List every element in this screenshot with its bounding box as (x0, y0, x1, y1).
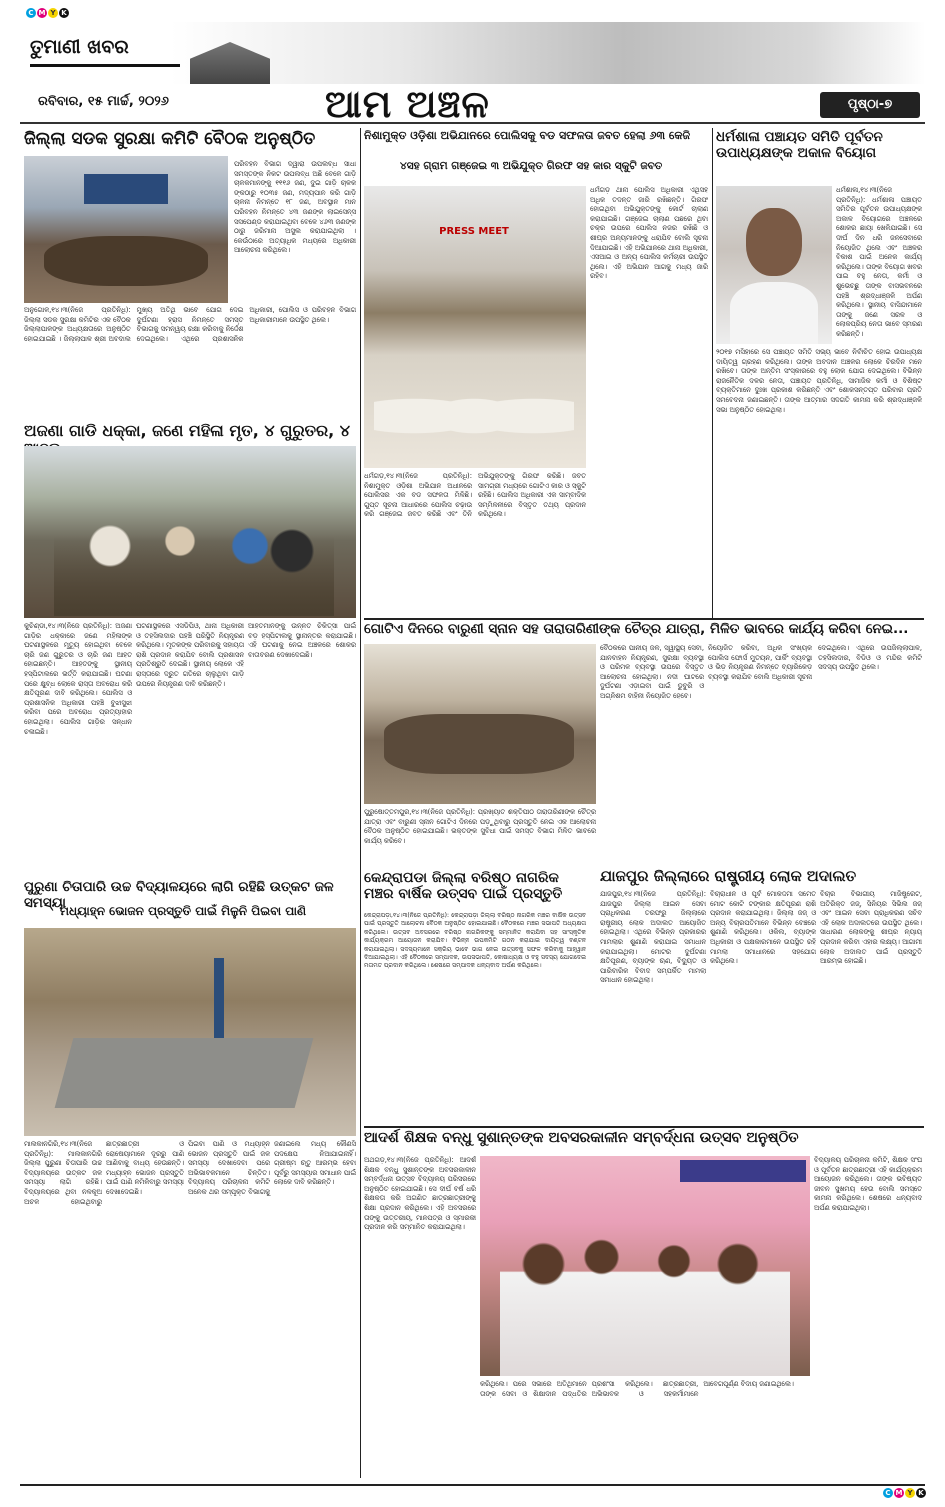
headline-kendrapada: କେନ୍ଦ୍ରାପଡା ଜିଲ୍ଲା ବରିଷ୍ଠ ନାଗରିକ ମଞ୍ଚର ବାର୍ଷିକ ଉତ୍ସବ ପାଇଁ ପ୍ରସ୍ତୁତି (364, 870, 563, 903)
text-accident-col2: ଘଟଣାସ୍ଥଳରେ ଏସଡିପିଓ, ଥାନା ଅଧିକାରୀ ଓ ତହସିଲଦାର ପହଞ୍ଚି ପରିସ୍ଥିତି ନିୟନ୍ତ୍ରଣ କରିଥିଲେ। ମୃତକଙ୍କ ପରିବାରକୁ ସହାୟତା ରାଶି ପ୍ରଦାନ କରାଯିବ ବୋଲି ପ୍ରଶାସନ ପ୍ରତିଶ୍ରୁତି ଦେଇଛି। ସ୍ଥାନୀୟ ଲୋକେ ଏହି ରାସ୍ତାରେ ଦ୍ରୁତ ଗତିରେ ଚାଲୁଥିବା ଗାଡ଼ି ଉପରେ ନିୟନ୍ତ୍ରଣ ଦାବି କରିଛନ୍ତି। (136, 622, 244, 688)
text-road-safety-bottom: ଅନୁଗୋଳ,୧୪।୩(ନିଜେ ପ୍ରତିନିଧି): ଜିଲ୍ଲା ସଡକ ସୁରକ୍ଷା କମିଟିର ଏକ ବୈଠକ ଜିଲ୍ଲାପାଳଙ୍କ ଅଧ୍ୟକ୍ଷତାରେ ଅନୁଷ୍ଠିତ ହୋଇଯାଇଛି । ଜିଲ୍ଲାପାଳ ଶ୍ରୀ ଅବଦାଲ ମୁଖ୍ୟ ଅତିଥି ଭାବେ ଯୋଗ ଦେଇ ଦୁର୍ଘଟଣା ହ୍ରାସ ନିମନ୍ତେ ସମସ୍ତ ବିଭାଗକୁ ସମନ୍ୱୟ ରକ୍ଷା କରିବାକୁ ନିର୍ଦ୍ଦେଶ ଦେଇଥିଲେ। ଏଥିରେ ପ୍ରଶାସନିକ ଅଧିକାରୀ, ପୋଲିସ ଓ ପରିବହନ ବିଭାଗ ଅଧିକାରୀମାନେ ଉପସ୍ଥିତ ଥିଲେ। (24, 306, 356, 343)
crowd-shape (54, 516, 334, 616)
meeting-screen (84, 174, 168, 204)
text-water-col2: ପିଇବା ପାଣି ଓ ମଧ୍ୟାହ୍ନ ଭୋଜନ ପ୍ରସ୍ତୁତି ପାଇଁ ଜଳ ସମସ୍ୟା ଦେଖାଦେବା ପରେ ଅଭିଭାବକମାନେ ଚିନ୍ତିତ। ବିଦ୍ୟାଳୟ ପରିଚାଳନା କମିଟି ଅନେକ ଥର ସମ୍ପୃକ୍ତ ବିଭାଗକୁ ଜଣାଇଲେ ମଧ୍ୟ କୌଣସି ପଦକ୍ଷେପ ନିଆଯାଇନାହିଁ। ଗ୍ରୀଷ୍ମ ଋତୁ ଆରମ୍ଭ ହେବା ପୂର୍ବରୁ ସମସ୍ୟାର ସମାଧାନ ପାଇଁ ଲୋକେ ଦାବି କରିଛନ୍ତି। (188, 1140, 356, 1196)
stage-banner (680, 1160, 806, 1182)
photo-teacher-felicitation (480, 1156, 810, 1376)
text-lok-adalat-col3: ବିଚାର ବିଭାଗୀୟ ମାଜିଷ୍ଟ୍ରେଟ, ଅତିରିକ୍ତ ଜଜ୍, ସିନିୟର ସିଭିଲ ଜଜ୍ ଏବଂ ଆଇନ ସେବା ପ୍ରାଧିକରଣ ସଚିବ ଏହି ଲୋକ ଅଦାଲତରେ ଉପସ୍ଥିତ ଥିଲେ। ସାଧାରଣ ଲୋକଙ୍କୁ ଶୀଘ୍ର ନ୍ୟାୟ ପ୍ରଦାନ କରିବା ଏହାର ଲକ୍ଷ୍ୟ। ଆଗାମୀ ଲୋକ ଅଦାଲତ ପାଇଁ ପ୍ରସ୍ତୁତି ଆରମ୍ଭ ହୋଇଛି। (820, 890, 922, 966)
photo-press-meet (364, 186, 586, 468)
logo-underline (30, 64, 180, 67)
page-bottom-rule (20, 1484, 925, 1486)
caption-taratarini: ପୁରୁଷୋତ୍ତମପୁର,୧୪।୩(ନିଜେ ପ୍ରତିନିଧି): ପ୍ରଖ୍ୟାତ ଶକ୍ତିପୀଠ ତାରାତାରିଣୀଙ୍କ ଚୈତ୍ର ଯାତ୍ରା ଏବଂ ବାରୁଣୀ ସ୍ନାନ ଗୋଟିଏ ଦିନରେ ପଡ଼ୁଥିବାରୁ ପ୍ରସ୍ତୁତି ନେଇ ଏକ ଆଲୋଚନା ବୈଠକ ଅନୁଷ୍ଠିତ ହୋଇଯାଇଛି। ଭକ୍ତଙ୍କ ସୁବିଧା ପାଇଁ ସମସ୍ତ ବିଭାଗ ମିଳିତ ଭାବରେ କାର୍ଯ୍ୟ କରିବେ। (364, 808, 596, 845)
headline-lok-adalat: ଯାଜପୁର ଜିଲ୍ଲାରେ ରାଷ୍ଟ୍ରୀୟ ଲୋକ ଅଦାଲତ (600, 867, 857, 885)
handpump-post (214, 958, 224, 1038)
cmyk-marks-top (26, 8, 69, 18)
page-number: ପୃଷ୍ଠା-୭ (820, 92, 920, 118)
text-road-safety-right: ପରିବହନ ବିଭାଗ ଦ୍ୱାରା ଉପଲବ୍ଧ ସାଧା ସମସ୍ତଙ୍କ ନିକଟ ଉପଲବ୍ଧ ଅଛି ବେଳେ ଗାଡ଼ି ଚାଳକମାନଙ୍କୁ ୧୧୧୬ ଜଣ, ଦୁଇ ଗାଡ଼ି ଚାଳକ ଙ୍କଠାରୁ ୧୦୩୫ ଜଣ, ମଦ୍ୟପାନ କରି ଗାଡ଼ି ଚାଳନା ନିମନ୍ତେ ୧୮ ଜଣ, ଅବସ୍ଥାନ ମାନ ପରିବହନ ନିମନ୍ତେ ୪୩ ଜଣଙ୍କ ଲାଇସେନ୍ସ ସସପେଣ୍ଡ କରାଯାଇଥିବା ବେଳେ ୪୬୩ ଜଣଙ୍କ ଠାରୁ ଜରିମାନା ଅସୁଲ କରାଯାଇଥିଲା । କେଉଁଠାରେ ଅତ୍ୟାଧିକ ମଧ୍ୟରେ ଅଧିକାରୀ ଆଲୋଚନା କରିଥିଲେ। (234, 160, 356, 255)
portrait-face (746, 208, 802, 276)
column-divider (360, 128, 361, 1478)
headline-teacher: ଆଦର୍ଶ ଶିକ୍ଷକ ବନ୍ଧୁ ସୁଶାନ୍ତଙ୍କ ଅବସରକାଳୀନ ସମ୍ବର୍ଦ୍ଧନା ଉତ୍ସବ ଅନୁଷ୍ଠିତ (364, 1130, 799, 1146)
text-lok-adalat-col2: ବିଚାରାଧୀନ ଓ ପୂର୍ବ ମୋକଦ୍ଦମା ସମେତ ମୋଟ କୋଟି ଟଙ୍କାର କ୍ଷତିପୂରଣ ରାଶି ପ୍ରଦାନ କରାଯାଇଥିଲା। ଜିଲ୍ଲା ଜଜ୍ ଓ ଅନ୍ୟ ବିଚାରପତିମାନେ ବିଭିନ୍ନ ବେଞ୍ଚରେ ଶୁଣାଣି କରିଥିଲେ। ଓକିଲ, ବ୍ୟାଙ୍କ ଅଧିକାରୀ ଓ ପକ୍ଷକାରମାନେ ଉପସ୍ଥିତ ରହି ମାମଲା ସମାଧାନରେ ସହଯୋଗ କରିଥିଲେ। (710, 890, 816, 966)
text-panchayat-side: ଧର୍ମଶାଳା,୧୪।୩(ନିଜେ ପ୍ରତିନିଧି): ଧର୍ମଶାଳା ପଞ୍ଚାୟତ ସମିତିର ପୂର୍ବତନ ଉପାଧ୍ୟକ୍ଷଙ୍କ ଅକାଳ ବିୟୋଗରେ ଅଞ୍ଚଳରେ ଶୋକର ଛାୟା ଖେଳିଯାଇଛି। ସେ ଦୀର୍ଘ ଦିନ ଧରି ଜନସେବାରେ ନିୟୋଜିତ ଥିଲେ ଏବଂ ଅଞ୍ଚଳର ବିକାଶ ପାଇଁ ଅନେକ କାର୍ଯ୍ୟ କରିଥିଲେ। ତାଙ୍କ ବିୟୋଗ ଖବର ପାଇ ବହୁ ନେତା, କର୍ମୀ ଓ ଶୁଭେଚ୍ଛୁ ତାଙ୍କ ବାସଭବନରେ ପହଞ୍ଚି ଶ୍ରଦ୍ଧାଞ୍ଜଳି ଅର୍ପଣ କରିଥିଲେ। ସ୍ଥାନୀୟ ବାସିନ୍ଦାମାନେ ତାଙ୍କୁ ଜଣେ ସରଳ ଓ ଲୋକପ୍ରିୟ ନେତା ଭାବେ ସ୍ମରଣ କରିଛନ୍ତି। (836, 186, 922, 338)
people-on-stage (500, 1236, 790, 1376)
press-meet-sign: PRESS MEET (439, 226, 509, 237)
cmyk-c: C (26, 8, 36, 18)
column-divider-2 (712, 128, 713, 618)
meeting-hall-table (384, 714, 574, 774)
meeting-table (44, 236, 208, 286)
seized-sacks (374, 376, 574, 456)
headline-taratarini: ଗୋଟିଏ ଦିନରେ ବାରୁଣୀ ସ୍ନାନ ସହ ତାରାତାରିଣୀଙ୍କ ଚୈତ୍ର ଯାତ୍ରା, ମିଳିତ ଭାବରେ କାର୍ଯ୍ୟ କରିବା ନେଇ... (364, 621, 909, 637)
text-drug-left: ଧର୍ମଗଡ଼,୧୪।୩(ନିଜେ ପ୍ରତିନିଧି): ନିଶାମୁକ୍ତ ଓଡ଼ିଶା ଅଭିଯାନ ଅଧୀନରେ ପୋଲିସର ଏକ ବଡ ସଫଳତା ମିଳିଛି। ଗୁପ୍ତ ସୂଚନା ଆଧାରରେ ପୋଲିସ ଚଢ଼ାଉ କରି ଗଞ୍ଜେଇ ଜବତ କରିଛି ଏବଂ ତିନି ଅଭିଯୁକ୍ତଙ୍କୁ ଗିରଫ କରିଛି। ଜବତ ସାମଗ୍ରୀ ମଧ୍ୟରେ ଗୋଟିଏ କାର ଓ ସ୍କୁଟି ରହିଛି। ପୋଲିସ ଅଧିକାରୀ ଏକ ସାମ୍ବାଦିକ ସମ୍ମିଳନୀରେ ବିସ୍ତୃତ ତଥ୍ୟ ପ୍ରଦାନ କରିଥିଲେ। (364, 472, 586, 519)
cmyk-marks-bottom (883, 1488, 926, 1498)
photo-deceased-portrait (716, 186, 832, 344)
text-lok-adalat-col1: ଯାଜପୁର,୧୪।୩(ନିଜେ ପ୍ରତିନିଧି): ଯାଜପୁର ଜିଲ୍ଲା ଆଇନ ସେବା ପ୍ରାଧିକରଣ ତରଫରୁ ଜିଲ୍ଲାରେ ରାଷ୍ଟ୍ରୀୟ ଲୋକ ଅଦାଲତ ଆୟୋଜିତ ହୋଇଥିଲା। ଏଥିରେ ବିଭିନ୍ନ ପ୍ରକାରର ମାମଲାର ଶୁଣାଣି କରାଯାଇ ସମାଧାନ କରାଯାଇଥିଲା। ମୋଟର ଦୁର୍ଘଟଣା କ୍ଷତିପୂରଣ, ବ୍ୟାଙ୍କ ଋଣ, ବିଦ୍ୟୁତ ଓ ପାରିବାରିକ ବିବାଦ ସମ୍ପର୍କିତ ମାମଲା ସମାଧାନ ହୋଇଥିଲା। (600, 890, 706, 985)
cmyk-y: Y (48, 8, 58, 18)
cmyk-c: C (883, 1488, 893, 1498)
divider-teacher (364, 1126, 924, 1128)
newspaper-logo: ତୁମାଣୀ ଖବର (30, 36, 129, 58)
cmyk-y: Y (905, 1488, 915, 1498)
cmyk-k: K (59, 8, 69, 18)
headline-water-problem: ପୁରୁଣା ଚିତାପାରି ଉଚ୍ଚ ବିଦ୍ୟାଳୟରେ ଲାଗି ରହିଛି ଉତ୍କଟ ଜଳ ସମସ୍ୟା (24, 879, 334, 911)
text-water-col1: ମାଲକାନଗିରି,୧୪।୩(ନିଜେ ପ୍ରତିନିଧି): ମାଲକାନଗିରି ଜିଲ୍ଲା ପୁରୁଣା ଚିତାପାରି ଉଚ୍ଚ ବିଦ୍ୟାଳୟରେ ଉତ୍କଟ ଜଳ ସମସ୍ୟା ଲାଗି ରହିଛି। ବିଦ୍ୟାଳୟରେ ଥିବା ନଳକୂଅ ଅଚଳ ହୋଇଥିବାରୁ ଛାତ୍ରଛାତ୍ରୀ ଓ ରୋଷେୟାମାନେ ଦୂରରୁ ପାଣି ଆଣିବାକୁ ବାଧ୍ୟ ହେଉଛନ୍ତି। ମଧ୍ୟାହ୍ନ ଭୋଜନ ପ୍ରସ୍ତୁତି ପାଇଁ ପାଣି ନମିଳିବାରୁ ସମସ୍ୟା ଦେଖାଦେଇଛି। (24, 1140, 184, 1206)
photo-road-safety-meeting (24, 156, 228, 303)
cmyk-k: K (916, 1488, 926, 1498)
portrait-shirt (730, 282, 818, 344)
photo-handpump (24, 928, 356, 1136)
divider-taratarini (364, 618, 924, 620)
headline-drug-seizure: ନିଶାମୁକ୍ତ ଓଡ଼ିଶା ଅଭିଯାନରେ ପୋଲିସକୁ ବଡ ସଫଳତା ଜବତ ହେଲା ୬୩ କେଜି (364, 129, 691, 142)
headline-panchayat: ଧର୍ମଶାଳା ପଞ୍ଚାୟତ ସମିତି ପୂର୍ବତନ ଉପାଧ୍ୟକ୍ଷଙ୍କ ଅକାଳ ବିୟୋଗ (716, 129, 883, 161)
headline-road-safety: ଜିଲ୍ଲା ସଡକ ସୁରକ୍ଷା କମିଟି ବୈଠକ ଅନୁଷ୍ଠିତ (24, 129, 316, 149)
text-panchayat-main: ୨୦୧୭ ମସିହାରେ ସେ ପଞ୍ଚାୟତ ସମିତି ସଭ୍ୟ ଭାବେ ନିର୍ବାଚିତ ହୋଇ ଉପାଧ୍ୟକ୍ଷ ଦାୟିତ୍ୱ ଗ୍ରହଣ କରିଥିଲେ। ତାଙ୍କ ଅବଦାନ ଅଞ୍ଚଳର ଲୋକେ ଚିରଦିନ ମନେ ରଖିବେ। ତାଙ୍କ ଅନ୍ତିମ ସଂସ୍କାରରେ ବହୁ ଲୋକ ଯୋଗ ଦେଇଥିଲେ। ବିଭିନ୍ନ ରାଜନୈତିକ ଦଳର ନେତା, ପଞ୍ଚାୟତ ପ୍ରତିନିଧି, ସାମାଜିକ କର୍ମୀ ଓ ବିଶିଷ୍ଟ ବ୍ୟକ୍ତିମାନେ ଦୁଃଖ ପ୍ରକାଶ କରିଛନ୍ତି ଏବଂ ଶୋକସନ୍ତପ୍ତ ପରିବାର ପ୍ରତି ସମବେଦନା ଜଣାଇଛନ୍ତି। ତାଙ୍କ ଆତ୍ମାର ସଦଗତି କାମନା କରି ଶ୍ରଦ୍ଧାଞ୍ଜଳି ସଭା ଅନୁଷ୍ଠିତ ହୋଇଥିଲା। (716, 348, 922, 414)
masthead (20, 22, 925, 124)
platform (55, 1038, 314, 1108)
subhead-drug-seizure: ୪ସହ ଗ୍ରାମ ଗଞ୍ଜେଇ ୩ ଅଭିଯୁକ୍ତ ଗିରଫ ସହ କାର ସ୍କୁଟି ଜବତ (400, 160, 663, 172)
text-accident-col1: କୁଚିଣ୍ଡା,୧୪।୩(ନିଜେ ପ୍ରତିନିଧି): ଅଜଣା ଗାଡ଼ିର ଧକ୍କାରେ ଜଣେ ମହିଳାଙ୍କ ଘଟଣାସ୍ଥଳରେ ମୃତ୍ୟୁ ହୋଇଥିବା ବେଳେ ଚାରି ଜଣ ଗୁରୁତର ଓ ଚାରି ଜଣ ଆହତ ହୋଇଛନ୍ତି। ଆହତଙ୍କୁ ସ୍ଥାନୀୟ ହସ୍ପିଟାଲରେ ଭର୍ତ୍ତି କରାଯାଇଛି। ଘଟଣା ପରେ କ୍ଷୁବ୍ଧ ଲୋକେ ରାସ୍ତା ଅବରୋଧ କରି କ୍ଷତିପୂରଣ ଦାବି କରିଥିଲେ। ପୋଲିସ ଓ ପ୍ରଶାସନିକ ଅଧିକାରୀ ପହଞ୍ଚି ବୁଝାସୁଝା କରିବା ପରେ ଅବରୋଧ ପ୍ରତ୍ୟାହାର ହୋଇଥିଲା। ପୋଲିସ ଗାଡ଼ିର ସନ୍ଧାନ ଚଳାଇଛି। (24, 622, 132, 736)
headline-accident: ଅଜଣା ଗାଡି ଧକ୍କା, ଜଣେ ମହିଳା ମୃତ, ୪ ଗୁରୁତର, ୪ (24, 421, 351, 440)
text-teacher-bottom: କରିଥିଲେ। ପରେ ସଭାରେ ଅତିଥିମାନେ ତାଙ୍କ ସେବା ଓ ଶିକ୍ଷାଦାନ ପଦ୍ଧତିର ପ୍ରଶଂସା କରିଥିଲେ। ଛାତ୍ରଛାତ୍ରୀ, ଅଭିଭାବକ ଓ ସହକର୍ମୀମାନେ ଆବେଗପୂର୍ଣ୍ଣ ବିଦାୟ ଜଣାଇଥିଲେ। (480, 1380, 794, 1398)
text-taratarini-mid: ବୈଠକରେ ପାନୀୟ ଜଳ, ସ୍ୱାସ୍ଥ୍ୟ ସେବା, ଯାନବାହନ ନିୟନ୍ତ୍ରଣ, ସୁରକ୍ଷା ବ୍ୟବସ୍ଥା ଓ ପରିମଳ ବ୍ୟବସ୍ଥା ଉପରେ ବିସ୍ତୃତ ଆଲୋଚନା ହୋଇଥିଲା। ନଦୀ ଘାଟରେ ଦୁର୍ଘଟଣା ଏଡ଼ାଇବା ପାଇଁ ଡୁବୁରି ଓ ଅଗ୍ନିଶମ ବାହିନୀ ନିୟୋଜିତ ହେବେ। (600, 644, 704, 700)
text-accident-col3: ଆହତମାନଙ୍କୁ ଉନ୍ନତ ଚିକିତ୍ସା ପାଇଁ ବଡ଼ ହସ୍ପିଟାଲକୁ ସ୍ଥାନାନ୍ତର କରାଯାଇଛି। ଏହି ଘଟଣାକୁ ନେଇ ଅଞ୍ଚଳରେ ଶୋକର ବାତାବରଣ ଦେଖାଦେଇଛି। (248, 622, 356, 659)
photo-taratarini-meeting (364, 644, 596, 804)
masthead-banner-art (170, 22, 925, 84)
subhead-water-problem: ମଧ୍ୟାହ୍ନ ଭୋଜନ ପ୍ରସ୍ତୁତି ପାଇଁ ମିଳୁନି ପିଇବା ପାଣି (60, 904, 307, 918)
issue-date: ରବିବାର, ୧୫ ମାର୍ଚ୍ଚ, ୨୦୨୬ (38, 94, 169, 109)
text-kendrapada: କେନ୍ଦ୍ରାପଡ଼ା,୧୪।୩(ନିଜେ ପ୍ରତିନିଧି): କେନ୍ଦ୍ରାପଡ଼ା ଜିଲ୍ଲା ବରିଷ୍ଠ ନାଗରିକ ମଞ୍ଚର ବାର୍ଷିକ ଉତ୍ସବ ପାଇଁ ପ୍ରସ୍ତୁତି ଆଲୋଚନା ବୈଠକ ଅନୁଷ୍ଠିତ ହୋଇଯାଇଛି। ବୈଠକରେ ମଞ୍ଚର ସଭାପତି ଅଧ୍ୟକ୍ଷତା କରିଥିଲେ। ଉତ୍ସବ ଅବସରରେ ବରିଷ୍ଠ ନାଗରିକଙ୍କୁ ସମ୍ମାନିତ କରାଯିବା ସହ ସାଂସ୍କୃତିକ କାର୍ଯ୍ୟକ୍ରମ ଆୟୋଜନ କରାଯିବ। ବିଭିନ୍ନ ଉପକମିଟି ଗଠନ କରାଯାଇ ଦାୟିତ୍ୱ ବଣ୍ଟନ କରାଯାଇଥିଲା। ସଦସ୍ୟମାନେ ସକ୍ରିୟ ଭାବେ ଭାଗ ନେଇ ଉତ୍ସବକୁ ସଫଳ କରିବାକୁ ଆହ୍ୱାନ ଦିଆଯାଇଥିଲା। ଏହି ବୈଠକରେ ସମ୍ପାଦକ, ଉପସଭାପତି, କୋଷାଧ୍ୟକ୍ଷ ଓ ବହୁ ସଦସ୍ୟ ଯୋଗଦେଇ ମତାମତ ପ୍ରଦାନ କରିଥିଲେ। ଶେଷରେ ସମ୍ପାଦକ ଧନ୍ୟବାଦ ଅର୍ପଣ କରିଥିଲେ। (364, 912, 586, 970)
text-drug-right: ଧର୍ମଗଡ଼ ଥାନା ପୋଲିସ ଅଧିକାରୀ ଏଥିସହ ଅଧିକ ତଦନ୍ତ ଜାରି ରଖିଛନ୍ତି। ଗିରଫ ହୋଇଥିବା ଅଭିଯୁକ୍ତଙ୍କୁ କୋର୍ଟ ଚାଲାଣ କରାଯାଇଛି। ଗଞ୍ଜେଇ ଚାଲାଣ ପଛରେ ଥିବା ଚକ୍ର ଉପରେ ପୋଲିସ ନଜର ରଖିଛି ଓ ଶୀଘ୍ର ଅନ୍ୟମାନଙ୍କୁ ଧରାଯିବ ବୋଲି ସୂଚନା ଦିଆଯାଇଛି। ଏହି ଅଭିଯାନରେ ଥାନା ଅଧିକାରୀ, ଏସଆଇ ଓ ଅନ୍ୟ ପୋଲିସ କର୍ମଚାରୀ ଉପସ୍ଥିତ ଥିଲେ। ଏହି ଅଭିଯାନ ଆଗକୁ ମଧ୍ୟ ଜାରି ରହିବ। (590, 186, 708, 281)
text-taratarini-right: ନିୟୋଜିତ କରିବା, ଅଧିକ ସଂଖ୍ୟକ ପୋଲିସ ଫୋର୍ସ ମୁତୟନ, ପାର୍କିଂ ବ୍ୟବସ୍ଥା ଓ ଭିଡ଼ ନିୟନ୍ତ୍ରଣ ନିମନ୍ତେ ବ୍ୟାରିକେଡ଼ ବ୍ୟବସ୍ଥା କରାଯିବ ବୋଲି ଅଧିକାରୀ ସୂଚନା ଦେଇଥିଲେ। ଏଥିରେ ଉପଜିଲ୍ଲାପାଳ, ତହସିଲଦାର, ବିଡିଓ ଓ ମନ୍ଦିର କମିଟି ସଦସ୍ୟ ଉପସ୍ଥିତ ଥିଲେ। (708, 644, 922, 681)
text-teacher-left: ଅଥଗଡ଼,୧୪।୩(ନିଜେ ପ୍ରତିନିଧି): ଆଦର୍ଶ ଶିକ୍ଷକ ବନ୍ଧୁ ସୁଶାନ୍ତଙ୍କ ଅବସରକାଳୀନ ସମ୍ବର୍ଦ୍ଧନା ଉତ୍ସବ ବିଦ୍ୟାଳୟ ପରିସରରେ ଅନୁଷ୍ଠିତ ହୋଇଯାଇଛି। ସେ ଦୀର୍ଘ ବର୍ଷ ଧରି ଶିକ୍ଷକତା କରି ଅଗଣିତ ଛାତ୍ରଛାତ୍ରୀଙ୍କୁ ଶିକ୍ଷା ପ୍ରଦାନ କରିଥିଲେ। ଏହି ଅବସରରେ ତାଙ୍କୁ ଉତ୍ତରୀୟ, ମାନପତ୍ର ଓ ସ୍ମାରକୀ ପ୍ରଦାନ କରି ସମ୍ମାନିତ କରାଯାଇଥିଲା। (364, 1156, 476, 1232)
text-teacher-right: ବିଦ୍ୟାଳୟ ପରିଚାଳନା କମିଟି, ଶିକ୍ଷକ ସଂଘ ଓ ପୂର୍ବତନ ଛାତ୍ରଛାତ୍ରୀ ଏହି କାର୍ଯ୍ୟକ୍ରମ ଆୟୋଜନ କରିଥିଲେ। ତାଙ୍କ ଭବିଷ୍ୟତ ଜୀବନ ସୁଖମୟ ହେଉ ବୋଲି ସମସ୍ତେ କାମନା କରିଥିଲେ। ଶେଷରେ ଧନ୍ୟବାଦ ଅର୍ପଣ କରାଯାଇଥିଲା। (814, 1156, 922, 1212)
cmyk-m: M (895, 1489, 903, 1497)
cmyk-m: M (38, 9, 46, 17)
section-title: ଆମ ଅଞ୍ଚଳ (325, 82, 490, 126)
photo-accident-crowd (24, 446, 356, 618)
